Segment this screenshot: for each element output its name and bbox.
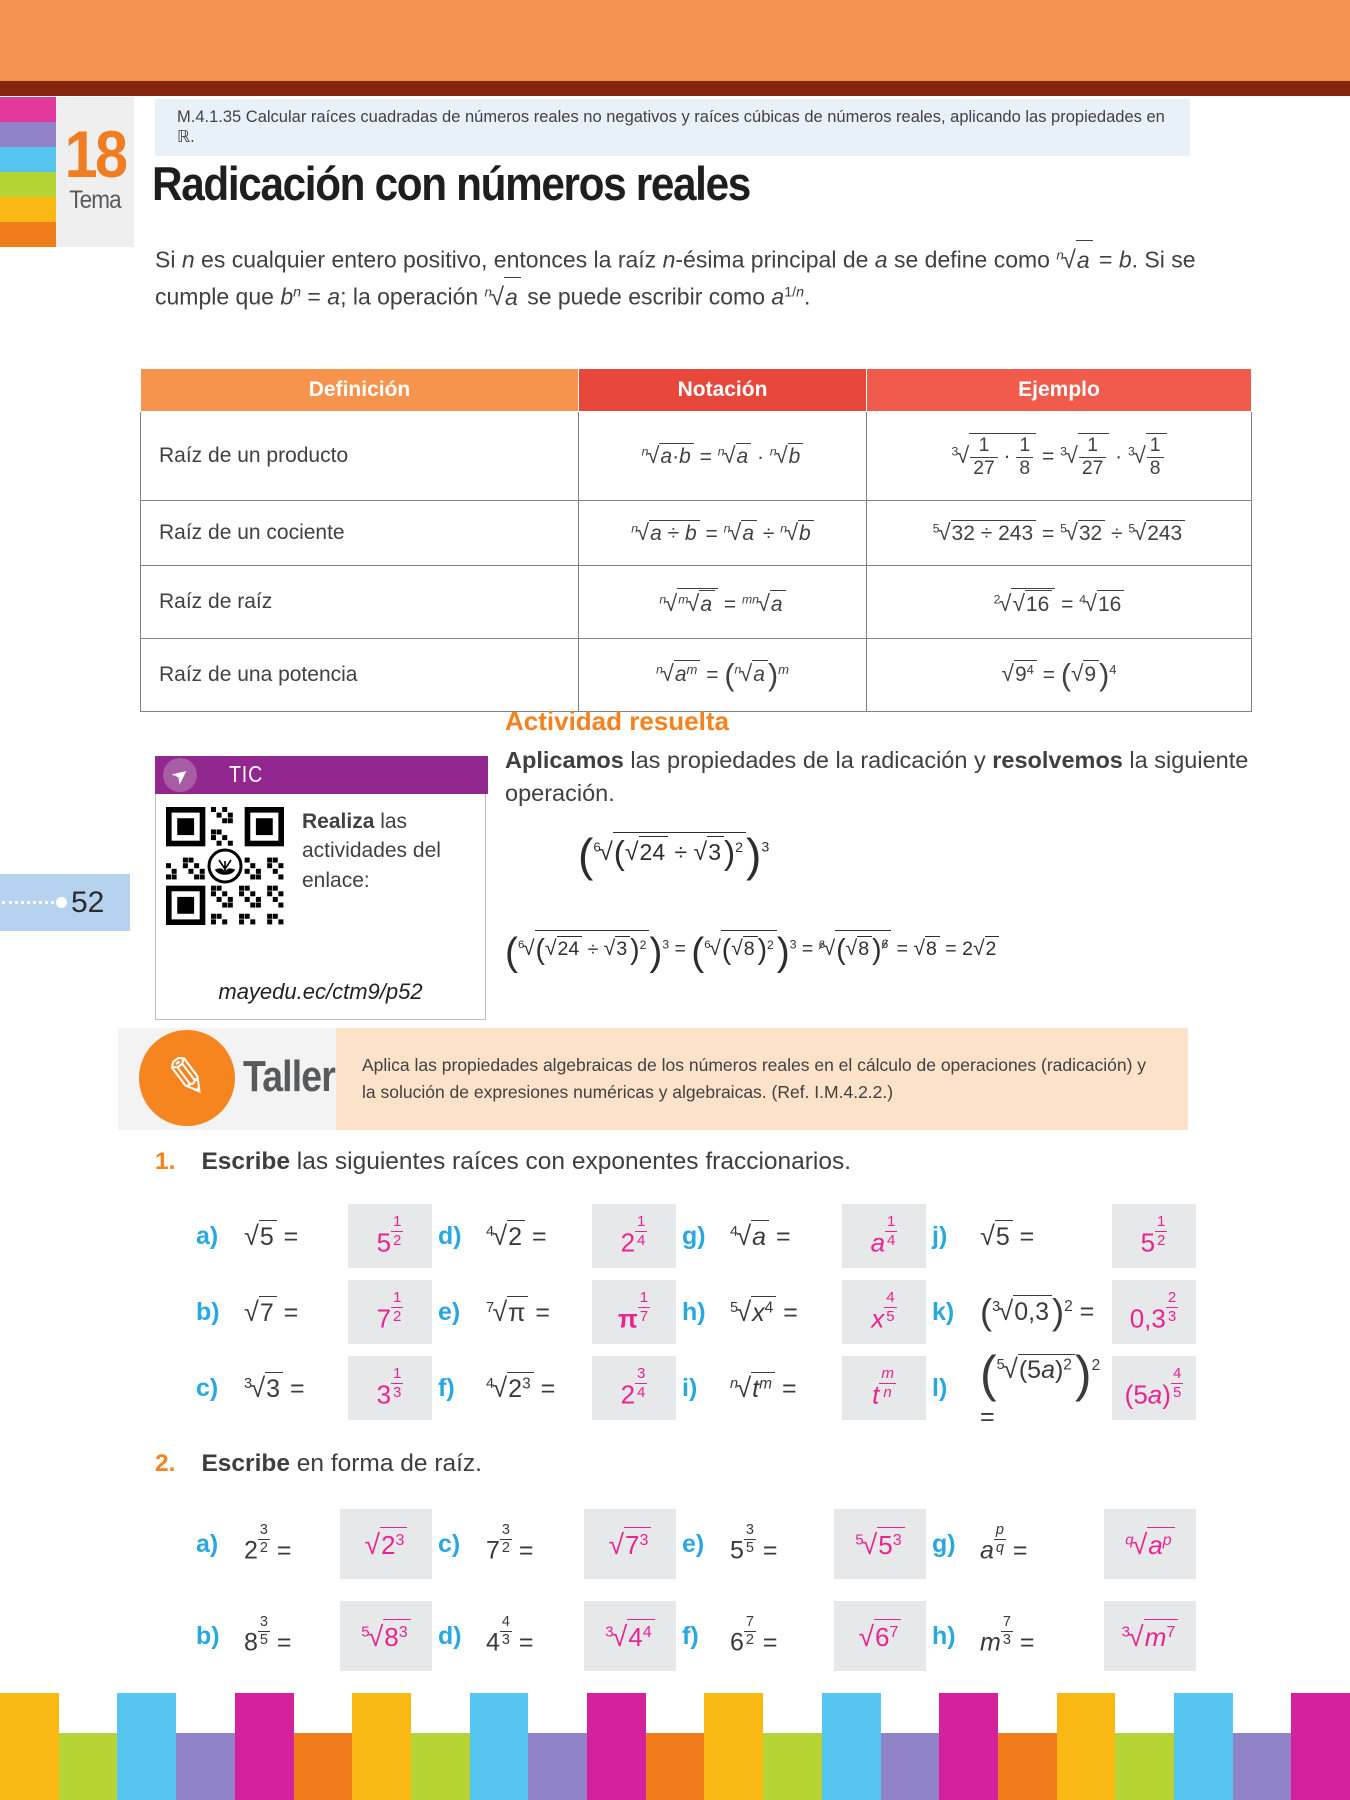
item-letter: b): [196, 1297, 220, 1326]
answer-value: 2 $\frac{1}{4}$: [620, 1213, 646, 1258]
tic-header: [155, 756, 488, 794]
answer-value: $3√4^4$: [605, 1619, 654, 1653]
footer-decorative-bars: [0, 1693, 1350, 1800]
exercise-item: [438, 1590, 676, 1682]
table-cell: n√m√a = mn√a: [579, 566, 867, 639]
item-expression: $(3√0,3)^2$ =: [980, 1291, 1095, 1332]
sidebar-color-block: [0, 147, 56, 172]
cursor-arrow-icon: ➤: [163, 758, 197, 792]
item-letter: k): [932, 1297, 955, 1326]
answer-box: [842, 1204, 926, 1268]
answer-box: [592, 1204, 676, 1268]
exercise-item: [196, 1198, 432, 1274]
top-maroon-stripe: [0, 81, 1350, 96]
answer-box: [584, 1601, 676, 1671]
item-letter: g): [932, 1529, 956, 1558]
footer-bar: [1291, 1693, 1350, 1800]
item-letter: h): [682, 1297, 706, 1326]
exercise-item: [932, 1345, 1196, 1431]
answer-value: 5 $\frac{1}{2}$: [376, 1213, 402, 1258]
item-letter: g): [682, 1221, 706, 1250]
answer-box: [1104, 1601, 1196, 1671]
exercise1-number: 1.: [155, 1148, 176, 1175]
exercise-item: [196, 1498, 432, 1590]
answer-value: t $\frac{m}{n}$: [872, 1365, 894, 1410]
footer-bar: [235, 1693, 294, 1800]
taller-description-box: [336, 1028, 1188, 1130]
item-expression: $(5√(5a)^2)^2$ =: [980, 1345, 1101, 1431]
item-expression: √7 =: [244, 1296, 299, 1327]
table-cell: n√a ÷ b = n√a ÷ n√b: [579, 501, 867, 566]
tema-badge: [56, 97, 134, 247]
answer-value: $√6^7$: [859, 1619, 902, 1653]
exercise-item: [932, 1590, 1196, 1682]
answer-box: [348, 1280, 432, 1344]
column-header-notacion: Notación: [579, 369, 867, 412]
exercise-item: [196, 1590, 432, 1682]
table-header: [141, 369, 1252, 412]
item-expression: √5 =: [980, 1220, 1035, 1251]
table-cell: Raíz de una potencia: [141, 639, 579, 712]
footer-bar: [822, 1693, 881, 1800]
item-letter: b): [196, 1621, 220, 1650]
exercise1-items: [196, 1198, 1196, 1431]
answer-box: [340, 1601, 432, 1671]
footer-bar: [1115, 1733, 1174, 1800]
answer-box: [348, 1356, 432, 1420]
exercise1-heading: [155, 1148, 851, 1176]
exercise-item: [196, 1274, 432, 1350]
answer-value: $√2^3$: [365, 1527, 408, 1561]
answer-box: [842, 1356, 926, 1420]
sidebar-color-block: [0, 197, 56, 222]
item-expression: 8 $\frac{3}{5}$ =: [244, 1614, 292, 1657]
table-cell: n√a·b = n√a · n√b: [579, 412, 867, 501]
table-row: [141, 566, 1252, 639]
taller-description: Aplica las propiedades algebraicas de los números reales en el cálculo de operaciones (radicación) y la solución de expresiones numéricas y algebraicas. (Ref. I.M.4.2.2.): [362, 1054, 1147, 1102]
column-header-ejemplo: Ejemplo: [867, 369, 1252, 412]
exercise-item: [932, 1198, 1196, 1274]
item-expression: 4√a =: [730, 1220, 791, 1251]
tic-link[interactable]: mayedu.ec/ctm9/p52: [218, 979, 423, 1004]
exercise-item: [682, 1590, 926, 1682]
tema-label: Tema: [69, 185, 121, 214]
table-cell: Raíz de raíz: [141, 566, 579, 639]
footer-bar: [352, 1693, 411, 1800]
footer-bar: [704, 1693, 763, 1800]
exercise2-prompt: Escribe en forma de raíz.: [201, 1450, 482, 1477]
answer-value: 3 $\frac{1}{3}$: [376, 1365, 402, 1410]
answer-value: $5√5^3$: [855, 1527, 904, 1561]
item-letter: e): [682, 1529, 705, 1558]
qr-code: [166, 807, 284, 925]
exercise2-number: 2.: [155, 1450, 176, 1477]
footer-bar: [176, 1733, 235, 1800]
item-letter: e): [438, 1297, 461, 1326]
taller-title: Taller: [243, 1052, 335, 1101]
exercise-item: [438, 1274, 676, 1350]
item-expression: √5 =: [244, 1220, 299, 1251]
table-cell: Raíz de un producto: [141, 412, 579, 501]
answer-value: 0,3 $\frac{2}{3}$: [1129, 1289, 1177, 1334]
actividad-expression: $(6√(√24 \div √3)^2)^3$: [578, 829, 770, 881]
item-letter: l): [932, 1373, 948, 1402]
footer-bar: [59, 1733, 118, 1800]
sidebar-color-block: [0, 222, 56, 247]
tic-instruction: Realiza las actividades del enlace:: [302, 810, 441, 892]
footer-bar: [763, 1733, 822, 1800]
answer-value: 5 $\frac{1}{2}$: [1140, 1213, 1166, 1258]
actividad-solution: (6√(√24 ÷ √3 )$^2$)$^3$ = (6√(√8 )$^2$)$^3$ = 6√(√8 )$^6$ = √8 = 2√2: [505, 930, 1263, 975]
answer-value: x $\frac{4}{5}$: [871, 1289, 895, 1334]
footer-bar: [411, 1733, 470, 1800]
sidebar-color-block: [0, 97, 56, 122]
page-title: Radicación con números reales: [152, 157, 750, 210]
item-letter: h): [932, 1621, 956, 1650]
item-expression: 4 $\frac{4}{3}$ =: [486, 1614, 534, 1657]
answer-box: [1112, 1204, 1196, 1268]
table-row: [141, 501, 1252, 566]
table-cell: $n√a^m = (n√a)^m$: [579, 639, 867, 712]
pencil-icon: ✎: [139, 1030, 235, 1126]
exercise-item: [932, 1274, 1196, 1350]
answer-box: [592, 1280, 676, 1344]
footer-bar: [117, 1693, 176, 1800]
actividad-resuelta-body: Aplicamos las propiedades de la radicación y resolvemos la siguiente operación.: [505, 747, 1249, 807]
item-expression: $5√x^4$ =: [730, 1296, 798, 1327]
exercise-item: [682, 1350, 926, 1426]
column-header-definicion: Definición: [141, 369, 579, 412]
table-cell: 2√√16 = 4√16: [867, 566, 1252, 639]
item-expression: 2 $\frac{3}{2}$ =: [244, 1522, 292, 1565]
sidebar-color-block: [0, 172, 56, 197]
exercise-item: [682, 1274, 926, 1350]
exercise-item: [682, 1498, 926, 1590]
item-letter: a): [196, 1529, 219, 1558]
answer-box: [584, 1509, 676, 1579]
footer-bar: [587, 1693, 646, 1800]
item-letter: d): [438, 1221, 462, 1250]
footer-bar: [939, 1693, 998, 1800]
item-expression: 6 $\frac{7}{2}$ =: [730, 1614, 778, 1657]
item-letter: a): [196, 1221, 219, 1250]
item-expression: 5 $\frac{3}{5}$ =: [730, 1522, 778, 1565]
answer-box: [834, 1601, 926, 1671]
item-expression: 7√π =: [486, 1296, 550, 1327]
footer-bar: [1233, 1733, 1292, 1800]
item-expression: m $\frac{7}{3}$ =: [980, 1614, 1035, 1657]
footer-bar: [294, 1733, 353, 1800]
item-expression: 4√2 =: [486, 1220, 547, 1251]
curriculum-standard-text: M.4.1.35 Calcular raíces cuadradas de números reales no negativos y raíces cúbicas de números reales, aplicando las propiedades en ℝ.: [177, 108, 1165, 146]
exercise-item: [438, 1350, 676, 1426]
intro-paragraph: Si n es cualquier entero positivo, entonces la raíz n-ésima principal de a se define como n√a = b. Si se cumple que $b^n = a$; la operación n√a se puede escribir como $a^{1/n}$.: [155, 240, 1255, 315]
table-row: [141, 412, 1252, 501]
answer-box: [592, 1356, 676, 1420]
item-letter: c): [438, 1529, 461, 1558]
exercise-item: [932, 1498, 1196, 1590]
tema-number: 18: [64, 117, 126, 191]
answer-value: $3√m^7$: [1122, 1619, 1179, 1653]
top-orange-band: [0, 0, 1350, 81]
tema-color-strip: [0, 97, 56, 247]
table-cell: $√9^4 = (√9)^4$: [867, 639, 1252, 712]
answer-box: [842, 1280, 926, 1344]
answer-box: [348, 1204, 432, 1268]
footer-bar: [470, 1693, 529, 1800]
tic-title: TIC: [229, 761, 264, 787]
footer-bar: [0, 1693, 59, 1800]
page-number-tab: [0, 874, 130, 931]
exercise2-heading: [155, 1450, 482, 1478]
bullet-dot: [56, 897, 67, 908]
item-expression: $4√2^3$ =: [486, 1372, 556, 1403]
footer-bar: [881, 1733, 940, 1800]
exercise1-prompt: Escribe las siguientes raíces con exponentes fraccionarios.: [201, 1148, 852, 1175]
curriculum-standard-box: [155, 99, 1190, 156]
table-row: [141, 639, 1252, 712]
answer-value: $q√a^p$: [1125, 1527, 1174, 1561]
exercise-item: [438, 1498, 676, 1590]
answer-value: $5√8^3$: [361, 1619, 410, 1653]
footer-bar: [646, 1733, 705, 1800]
item-expression: 7 $\frac{3}{2}$ =: [486, 1522, 534, 1565]
item-letter: f): [438, 1373, 455, 1402]
answer-box: [834, 1509, 926, 1579]
answer-box: [340, 1509, 432, 1579]
answer-box: [1112, 1280, 1196, 1344]
footer-bar: [1174, 1693, 1233, 1800]
table-cell: Raíz de un cociente: [141, 501, 579, 566]
exercise-item: [438, 1198, 676, 1274]
exercise2-items: [196, 1498, 1196, 1682]
item-letter: i): [682, 1373, 698, 1402]
exercise-item: [682, 1198, 926, 1274]
footer-bar: [528, 1733, 587, 1800]
exercise-item: [196, 1350, 432, 1426]
item-expression: a $\frac{p}{q}$ =: [980, 1522, 1028, 1565]
properties-table: [140, 368, 1252, 712]
answer-value: 2 $\frac{3}{4}$: [620, 1365, 646, 1410]
item-expression: 3√3 =: [244, 1372, 305, 1403]
tic-box: [155, 756, 486, 1020]
answer-box: [1104, 1509, 1196, 1579]
table-cell: 3√ $\frac{1}{27}$ · $\frac{1}{8}$ = 3√ $\frac{1}{27}$ · 3√ $\frac{1}{8}$: [867, 412, 1252, 501]
sidebar-color-block: [0, 122, 56, 147]
answer-box: [1112, 1356, 1196, 1420]
answer-value: (5a) $\frac{4}{5}$: [1124, 1365, 1182, 1410]
page-number: 52: [71, 885, 105, 919]
dotted-leader: [2, 901, 54, 904]
answer-value: a $\frac{1}{4}$: [870, 1213, 896, 1258]
actividad-resuelta-title: Actividad resuelta: [505, 706, 729, 736]
item-expression: $n√t^m$ =: [730, 1372, 797, 1403]
item-letter: f): [682, 1621, 699, 1650]
answer-value: $√7^3$: [609, 1527, 652, 1561]
footer-bar: [1057, 1693, 1116, 1800]
answer-value: π $\frac{1}{7}$: [617, 1289, 649, 1334]
item-letter: c): [196, 1373, 219, 1402]
footer-bar: [998, 1733, 1057, 1800]
table-cell: 5√32 ÷ 243 = 5√32 ÷ 5√243: [867, 501, 1252, 566]
answer-value: 7 $\frac{1}{2}$: [376, 1289, 402, 1334]
item-letter: j): [932, 1221, 948, 1250]
item-letter: d): [438, 1621, 462, 1650]
